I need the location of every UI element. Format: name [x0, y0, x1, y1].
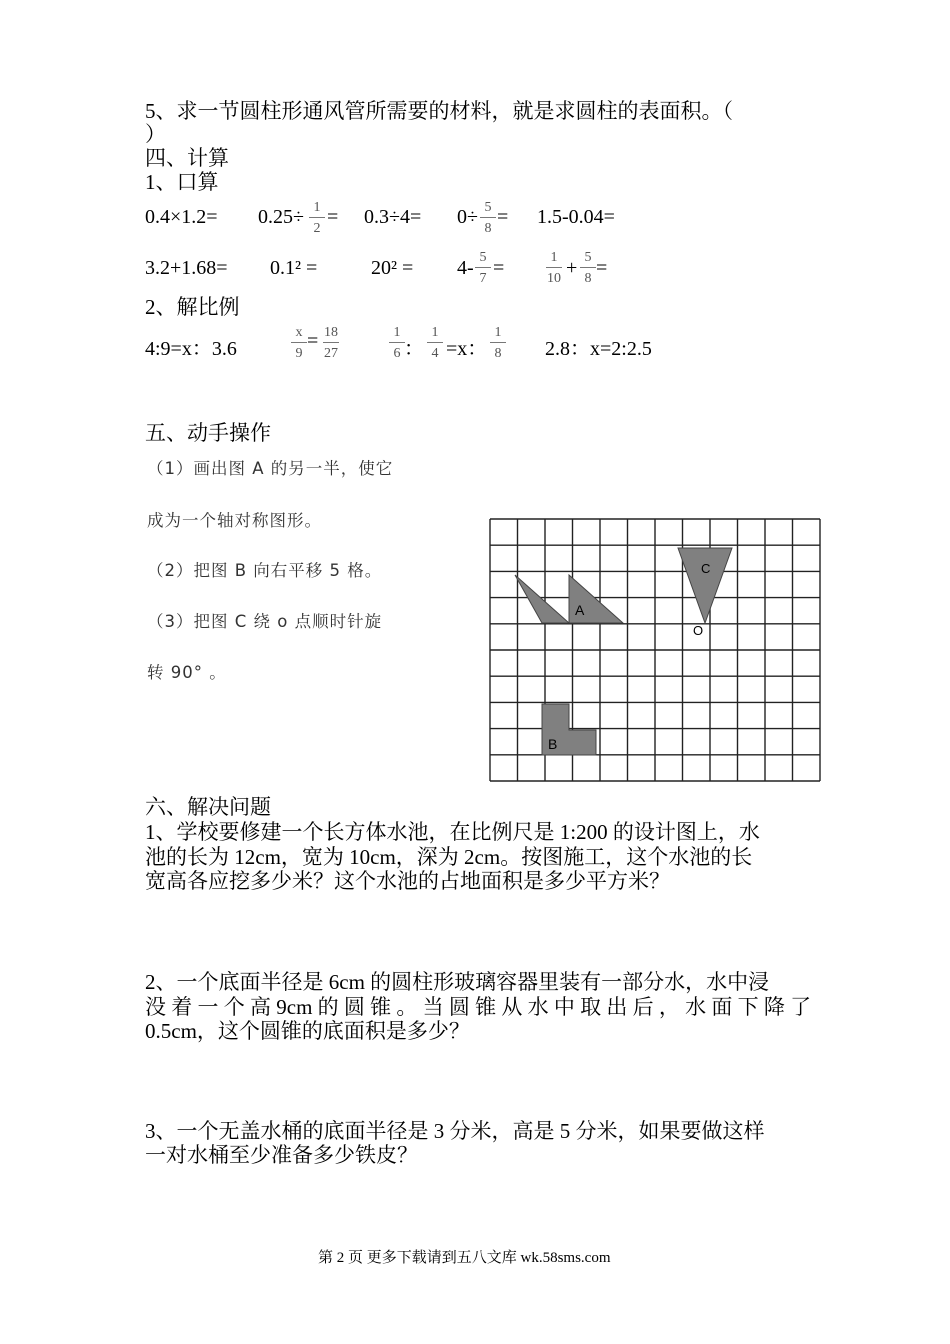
problem-1-line1: 1、学校要修建一个长方体水池，在比例尺是 1:200 的设计图上，水	[145, 820, 760, 844]
fraction-5-8: 5 8	[477, 200, 499, 236]
calc-2d-eq: =	[493, 257, 505, 279]
instruction-1: （1）画出图 A 的另一半，使它	[147, 459, 394, 478]
calc-2b: 0.1² =	[270, 257, 318, 279]
grid-figure	[488, 517, 825, 782]
problem-3-line1: 3、一个无盖水桶的底面半径是 3 分米，高是 5 分米，如果要做这样	[145, 1119, 765, 1143]
calc-2c: 20² =	[371, 257, 414, 279]
proportion-b-eq: =	[307, 330, 319, 352]
instruction-4: （3）把图 C 绕 o 点顺时针旋	[147, 612, 383, 631]
fraction-18-27: 18 27	[324, 325, 338, 361]
label-a: A	[575, 602, 585, 618]
shape-c	[678, 548, 732, 623]
shape-a-left	[515, 575, 569, 623]
calc-2e-plus: +	[566, 257, 578, 279]
grid-svg	[488, 517, 825, 782]
label-o: O	[693, 623, 704, 638]
fraction-1-8: 1 8	[487, 325, 509, 361]
section-6-title: 六、解决问题	[145, 795, 271, 819]
calc-2e-eq: =	[596, 257, 608, 279]
grid-lines	[490, 519, 820, 781]
proportion-d: 2.8：x=2:2.5	[545, 338, 652, 360]
calc-2d-prefix: 4-	[457, 257, 474, 279]
page-footer: 第 2 页 更多下载请到五八文库 wk.58sms.com	[318, 1250, 611, 1266]
fraction-1-10: 1 10	[547, 250, 561, 286]
problem-2-line3: 0.5cm，这个圆锥的底面积是多少？	[145, 1019, 470, 1043]
fraction-5-7: 5 7	[472, 250, 494, 286]
problem-1-line3: 宽高各应挖多少米？这个水池的占地面积是多少平方米？	[145, 869, 670, 893]
q5-line1: 5、求一节圆柱形通风管所需要的材料，就是求圆柱的表面积。（	[145, 99, 733, 123]
calc-1a: 0.4×1.2=	[145, 206, 218, 228]
calc-1b-eq: =	[327, 206, 339, 228]
calc-2a: 3.2+1.68=	[145, 257, 228, 279]
fraction-5-8b: 5 8	[577, 250, 599, 286]
problem-3-line2: 一对水桶至少准备多少铁皮？	[145, 1143, 418, 1167]
section-5-title: 五、动手操作	[145, 421, 271, 445]
oral-calc-heading: 1、口算	[145, 170, 219, 194]
instruction-3: （2）把图 B 向右平移 5 格。	[147, 561, 383, 580]
fraction-1-2: 1 2	[306, 200, 328, 236]
label-b: B	[548, 736, 558, 752]
calc-1e: 1.5-0.04=	[537, 206, 615, 228]
fraction-1-6: 1 6	[386, 325, 408, 361]
proportion-a: 4:9=x：3.6	[145, 338, 237, 360]
problem-2-line1: 2、一个底面半径是 6cm 的圆柱形玻璃容器里装有一部分水，水中浸	[145, 970, 770, 994]
section-4-title: 四、计算	[145, 146, 229, 170]
calc-1d-prefix: 0÷	[457, 206, 478, 228]
q5-line2: ）	[145, 122, 166, 146]
proportion-c-colon: ：	[404, 338, 424, 360]
problem-1-line2: 池的长为 12cm，宽为 10cm，深为 2cm。按图施工，这个水池的长	[145, 845, 753, 869]
proportion-c-mid: =x：	[446, 338, 488, 360]
instruction-5: 转 90° 。	[147, 663, 227, 682]
calc-1d-eq: =	[497, 206, 509, 228]
label-c: C	[701, 561, 711, 576]
calc-1b-prefix: 0.25÷	[258, 206, 304, 228]
calc-1c: 0.3÷4=	[364, 206, 422, 228]
proportion-heading: 2、解比例	[145, 295, 240, 319]
fraction-1-4: 1 4	[424, 325, 446, 361]
instruction-2: 成为一个轴对称图形。	[147, 511, 322, 530]
fraction-x-9: x 9	[288, 325, 310, 361]
problem-2-line2: 没 着 一 个 高 9cm 的 圆 锥 。 当 圆 锥 从 水 中 取 出 后 ， 水 面 下 降 了	[145, 995, 812, 1019]
